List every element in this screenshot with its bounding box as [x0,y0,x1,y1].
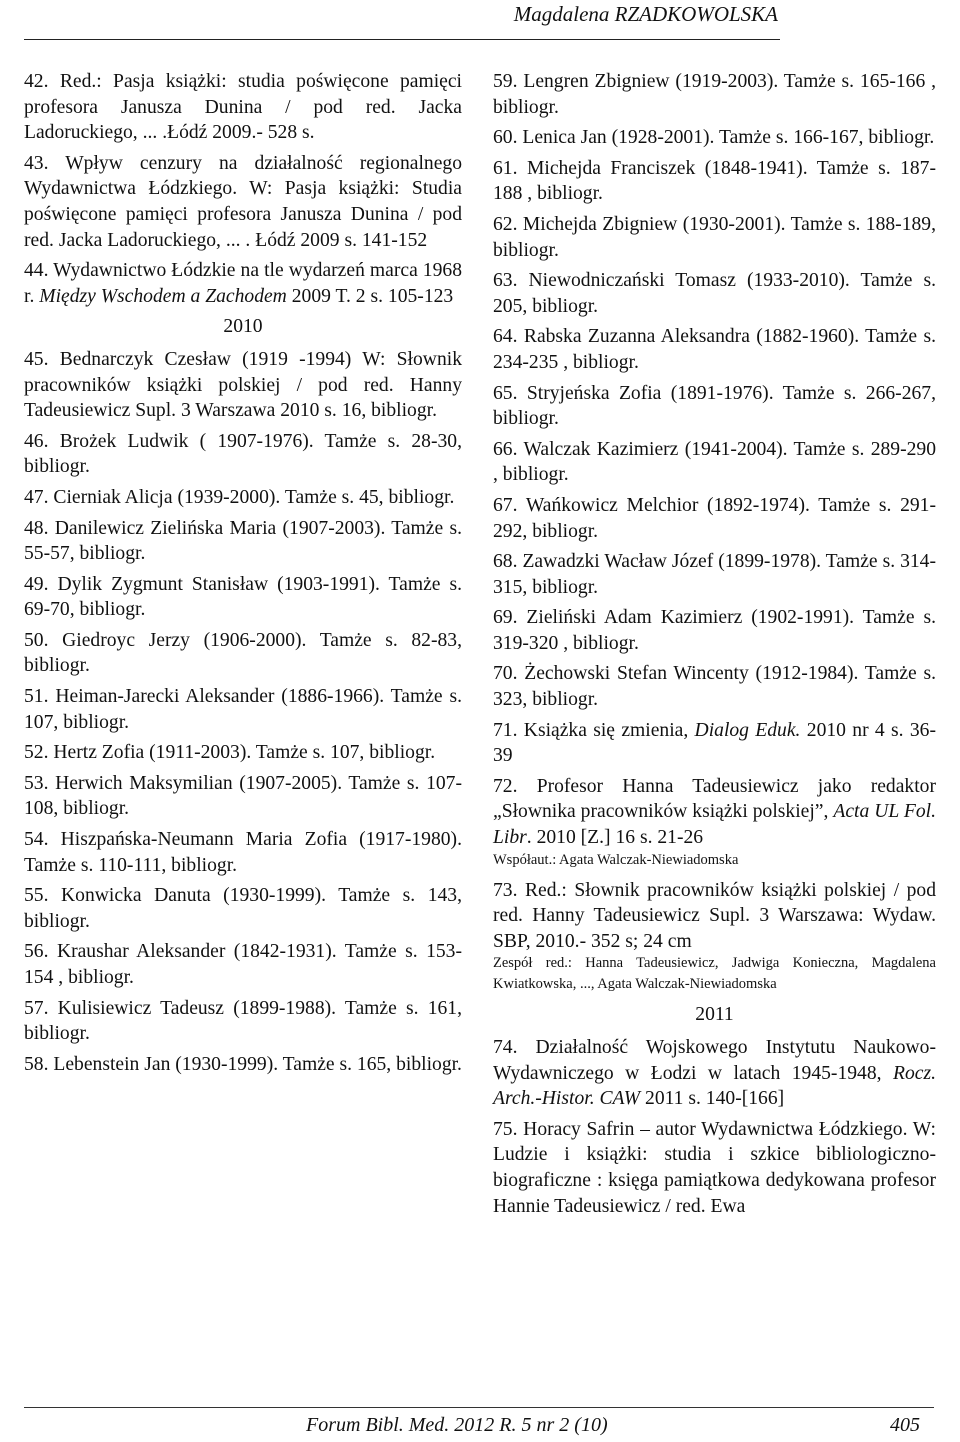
bib-entry-69: 69. Zieliński Adam Kazimierz (1902-1991). Tamże s. 319-320 , bibliogr. [493,607,936,654]
entry-text: 72. Profesor Hanna Tadeusiewicz jako redaktor „Słownika pracowników książki polskiej”, [493,775,936,823]
entry-text: 2011 s. 140-[166] [640,1088,785,1110]
left-column [24,69,462,1082]
bib-entry-51: 51. Heiman-Jarecki Aleksander (1886-1966). Tamże s. 107, bibliogr. [24,686,462,733]
bib-entry-55: 55. Konwicka Danuta (1930-1999). Tamże s. 143, bibliogr. [24,885,462,932]
bib-entry-63: 63. Niewodniczański Tomasz (1933-2010). Tamże s. 205, bibliogr. [493,270,936,317]
bib-entry-57: 57. Kulisiewicz Tadeusz (1899-1988). Tamże s. 161, bibliogr. [24,997,462,1045]
journal-title: Acta UL Fol. Libr [493,801,936,849]
page-number: 405 [890,1414,920,1436]
bib-entry-54: 54. Hiszpańska-Neumann Maria Zofia (1917-1980). Tamże s. 110-111, bibliogr. [24,829,462,876]
journal-title: Między Wschodem a Zachodem [39,285,287,307]
bib-entry-46: 46. Brożek Ludwik ( 1907-1976). Tamże s. 28-30, bibliogr. [24,430,462,478]
bib-entry-64: 64. Rabska Zuzanna Aleksandra (1882-1960). Tamże s. 234-235 , bibliogr. [493,326,936,373]
bib-entry-65: 65. Stryjeńska Zofia (1891-1976). Tamże s. 266-267, bibliogr. [493,382,936,430]
footer-journal-citation: Forum Bibl. Med. 2012 R. 5 nr 2 (10) [306,1414,608,1436]
bib-entry-56: 56. Kraushar Aleksander (1842-1931). Tamże s. 153-154 , bibliogr. [24,941,462,988]
bib-entry-47: 47. Cierniak Alicja (1939-2000). Tamże s. 45, bibliogr. [24,486,455,508]
entry-text: 71. Książka się zmienia, [493,719,695,741]
year-heading-2010: 2010 [223,316,263,338]
bib-entry-66: 66. Walczak Kazimierz (1941-2004). Tamże s. 289-290 , bibliogr. [493,438,936,486]
bib-entry-74 [493,1035,936,1112]
editorial-team-note: Zespół red.: Hanna Tadeusiewicz, Jadwiga Konieczna, Magdalena Kwiatkowska, ..., Agata Walczak-Niewiadomska [493,955,936,993]
bib-entry-48: 48. Danilewicz Zielińska Maria (1907-2003). Tamże s. 55-57, bibliogr. [24,517,462,565]
bib-entry-45: 45. Bednarczyk Czesław (1919 -1994) W: Słownik pracowników książki polskiej / pod red. Hanny Tadeusiewicz Supl. 3 Warszawa 2010 s. 16, bibliogr. [24,348,462,422]
bib-entry-58: 58. Lebenstein Jan (1930-1999). Tamże s. 165, bibliogr. [24,1053,462,1075]
entry-text: 2010 nr 4 s. 36-39 [493,719,936,767]
year-heading-2011: 2011 [695,1004,734,1026]
bib-entry-67: 67. Wańkowicz Melchior (1892-1974). Tamże s. 291-292, bibliogr. [493,494,936,542]
bib-entry-71 [493,718,936,769]
right-column [493,69,936,1224]
journal-title: Rocz. Arch.-Histor. CAW [493,1062,936,1110]
bib-entry-70: 70. Żechowski Stefan Wincenty (1912-1984). Tamże s. 323, bibliogr. [493,663,936,711]
coauthor-note: Współaut.: Agata Walczak-Niewiadomska [493,851,739,868]
entry-text: . 2010 [Z.] 16 s. 21-26 [526,827,704,849]
journal-title: Dialog Eduk. [694,719,801,741]
bib-entry-68: 68. Zawadzki Wacław Józef (1899-1978). Tamże s. 314-315, bibliogr. [493,551,936,598]
bib-entry-62: 62. Michejda Zbigniew (1930-2001). Tamże s. 188-189, bibliogr. [493,213,936,261]
bib-entry-43: 43. Wpływ cenzury na działalność regionalnego Wydawnictwa Łódzkiego. W: Pasja książki: Studia poświęcone pamięci profesora Janusza Dunina / pod red. Jacka Ladoruckiego, ... . Łódź 2009 s. 141-152 [24,152,462,251]
running-header-author: Magdalena RZADKOWOLSKA [513,2,778,26]
bib-entry-61: 61. Michejda Franciszek (1848-1941). Tamże s. 187-188 , bibliogr. [493,157,936,205]
bib-entry-73: 73. Red.: Słownik pracowników książki polskiej / pod red. Hanny Tadeusiewicz Supl. 3 Warszawa: Wydaw. SBP, 2010.- 352 s; 24 cm [493,879,936,952]
header-rule [24,39,780,40]
footer-rule [24,1407,934,1408]
bib-entry-52: 52. Hertz Zofia (1911-2003). Tamże s. 107, bibliogr. [24,742,436,764]
bib-entry-59: 59. Lengren Zbigniew (1919-2003). Tamże s. 165-166 , bibliogr. [493,71,936,118]
entry-text: 2009 T. 2 s. 105-123 [286,285,454,307]
bib-entry-44 [24,258,462,309]
bib-entry-42: 42. Red.: Pasja książki: studia poświęcone pamięci profesora Janusza Dunina / pod red. Jacka Ladoruckiego, ... .Łódź 2009.- 528 s. [24,71,462,144]
bib-entry-53: 53. Herwich Maksymilian (1907-2005). Tamże s. 107-108, bibliogr. [24,772,462,820]
bib-entry-75: 75. Horacy Safrin – autor Wydawnictwa Łódzkiego. W: Ludzie i książki: studia i szkice bibliologiczno-biograficzne : księga pamiątkowa dedykowana profesor Hannie Tadeusiewicz / red. Ewa [493,1118,936,1217]
bib-entry-60: 60. Lenica Jan (1928-2001). Tamże s. 166-167, bibliogr. [493,127,935,149]
bib-entry-50: 50. Giedroyc Jerzy (1906-2000). Tamże s. 82-83, bibliogr. [24,629,462,677]
bib-entry-72 [493,774,936,851]
bib-entry-49: 49. Dylik Zygmunt Stanisław (1903-1991). Tamże s. 69-70, bibliogr. [24,573,462,621]
entry-text: 44. Wydawnictwo Łódzkie na tle wydarzeń marca 1968 r. [24,260,462,307]
entry-text: 74. Działalność Wojskowego Instytutu Naukowo-Wydawniczego w Łodzi w latach 1945-1948, [493,1037,936,1084]
